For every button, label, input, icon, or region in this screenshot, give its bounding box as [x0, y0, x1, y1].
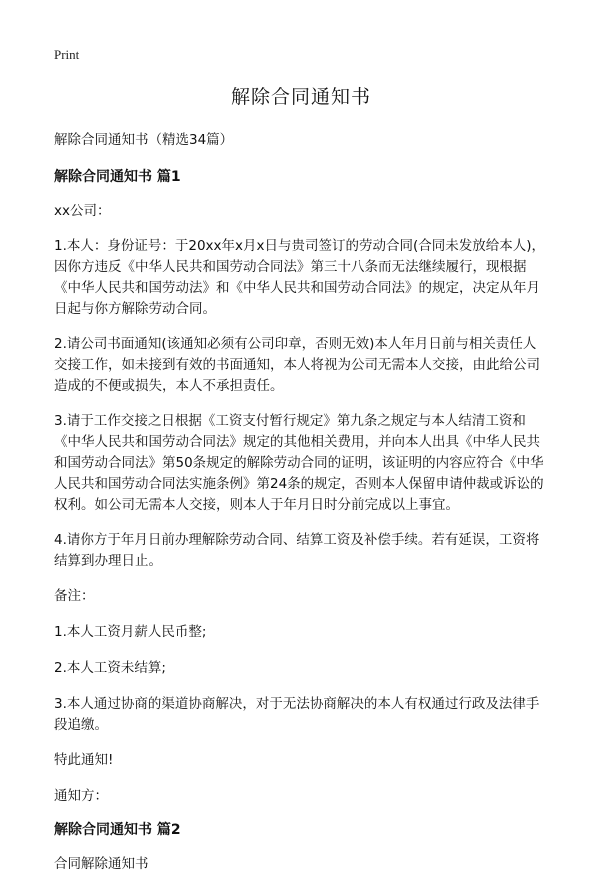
closing-line: 特此通知!	[54, 752, 114, 768]
page-title: 解除合同通知书	[230, 86, 371, 108]
paragraph-3: 3.请于工作交接之日根据《工资支付暂行规定》第九条之规定与本人结清工资和《中华人民共和国劳动合同法》规定的其他相关费用，并向本人出具《中华人民共和国劳动合同法》第50条规定的解除劳动合同的证明，该证明的内容应符合《中华人民共和国劳动合同法实施条例》第24条的规定，否则本人保留申请仲裁或诉讼的权利。如公司无需本人交接，则本人于年月日时分前完成以上事宜。	[54, 413, 544, 513]
document-subtitle: 解除合同通知书（精选34篇）	[54, 132, 234, 148]
section-heading-1: 解除合同通知书 篇1	[54, 169, 181, 185]
note-1: 1.本人工资月薪人民币整;	[54, 624, 207, 640]
paragraph-4: 4.请你方于年月日前办理解除劳动合同、结算工资及补偿手续。若有延误，工资将结算到办理日止。	[54, 532, 540, 569]
note-3: 3.本人通过协商的渠道协商解决，对于无法协商解决的本人有权通过行政及法律手段追缴。	[54, 696, 540, 733]
print-link[interactable]: Print	[54, 47, 80, 62]
paragraph-1: 1.本人：身份证号：于20xx年x月x日与贵司签订的劳动合同(合同未发放给本人)，因你方违反《中华人民共和国劳动合同法》第三十八条而无法继续履行，现根据《中华人民共和国劳动法》和《中华人民共和国劳动合同法》的规定，决定从年月日起与你方解除劳动合同。	[54, 238, 546, 317]
notes-label: 备注：	[54, 588, 95, 604]
notifier-label: 通知方：	[54, 788, 108, 804]
paragraph-2: 2.请公司书面通知(该通知必须有公司印章，否则无效)本人年月日前与相关责任人交接工作，如未接到有效的书面通知，本人将视为公司无需本人交接，由此给公司造成的不便或损失，本人不承担责任。	[54, 336, 540, 394]
note-2: 2.本人工资未结算;	[54, 660, 166, 676]
section2-first-line: 合同解除通知书	[54, 856, 149, 872]
section-heading-2: 解除合同通知书 篇2	[54, 822, 181, 838]
salutation: xx公司：	[54, 203, 111, 219]
